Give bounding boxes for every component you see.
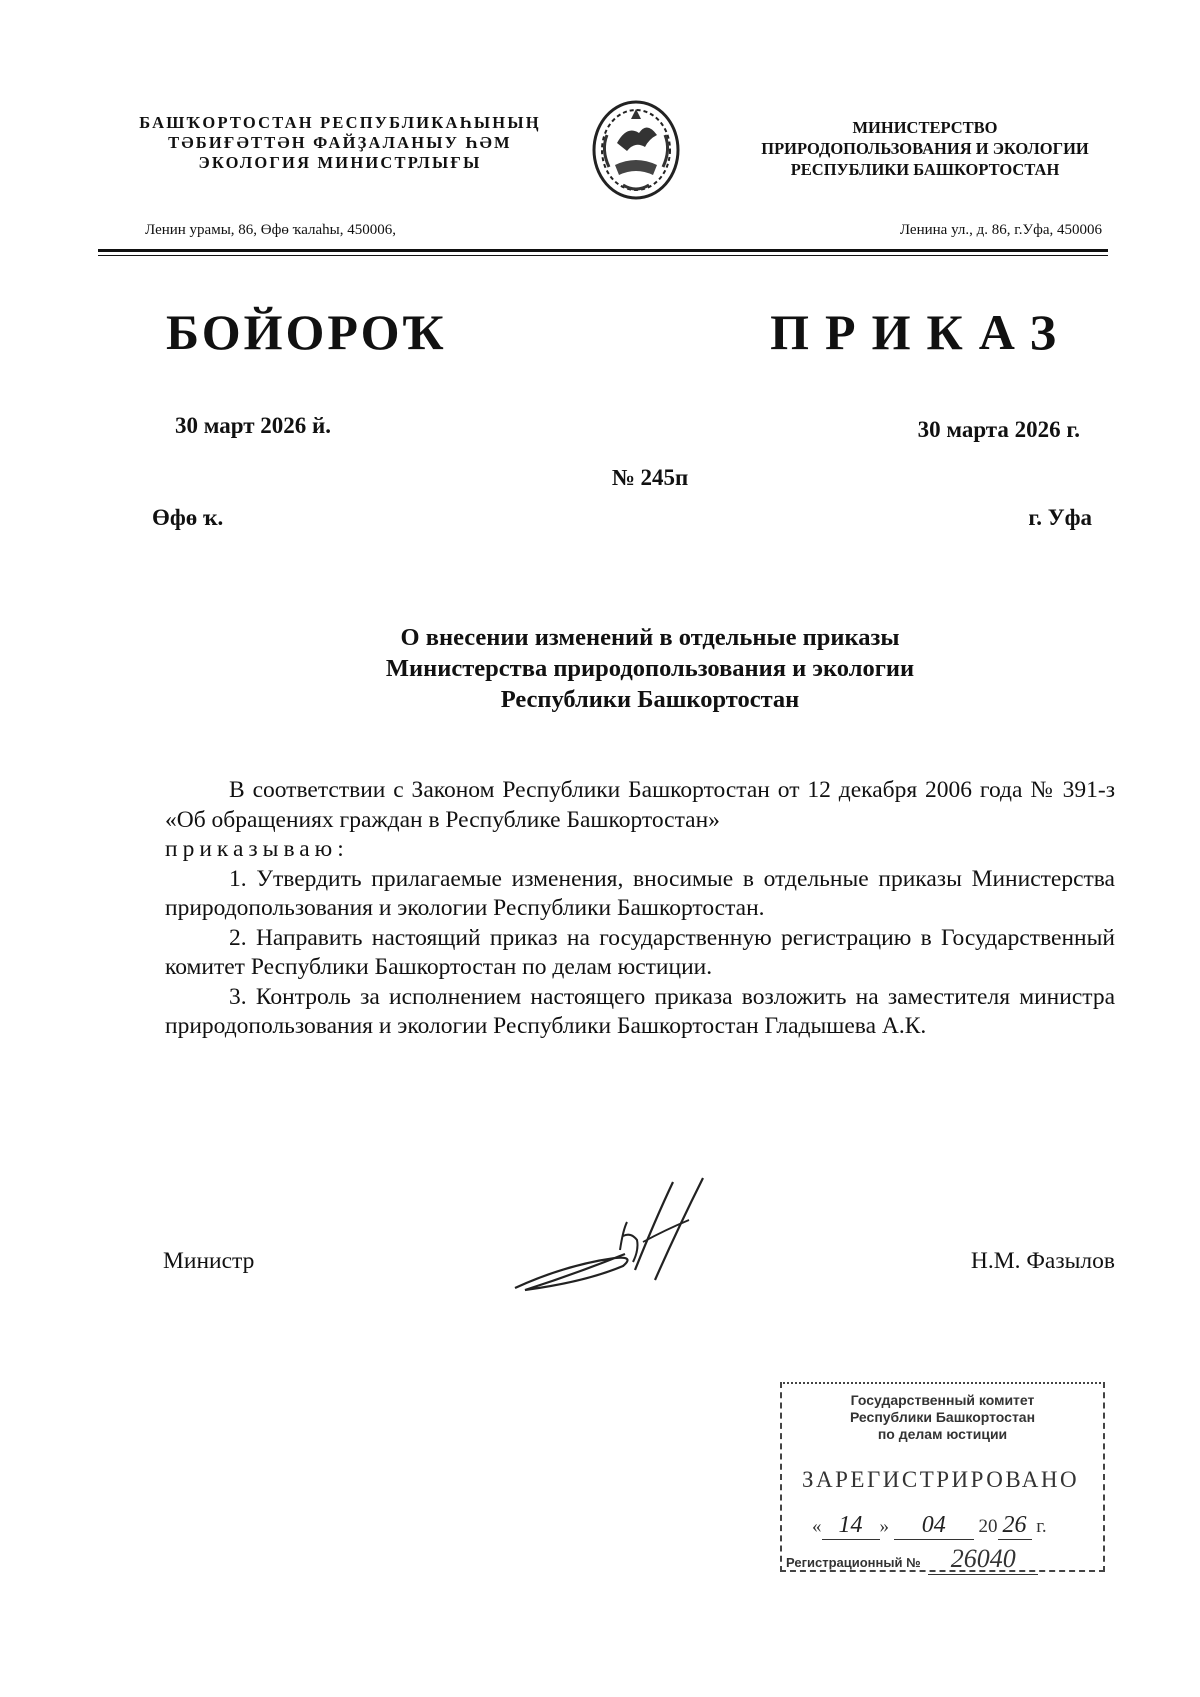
subject-line: Республики Башкортостан — [500, 686, 800, 713]
order-word: приказываю: — [165, 836, 349, 862]
signatory-name: Н.М. Фазылов — [970, 1248, 1115, 1274]
letterhead-bashkir — [95, 113, 585, 173]
stamp-registered-label: ЗАРЕГИСТРИРОВАНО — [802, 1467, 1080, 1492]
stamp-org-line: Государственный комитет — [850, 1392, 1035, 1408]
stamp-date-year-unit: г. — [1036, 1516, 1047, 1537]
document-type-russian: ПРИКАЗ — [770, 304, 1072, 360]
stamp-date-year-suffix: 26 — [998, 1512, 1032, 1540]
letterhead-bashkir-line: ЭКОЛОГИЯ МИНИСТРЛЫҒЫ — [198, 153, 482, 172]
preamble-paragraph — [165, 776, 1115, 865]
registration-stamp — [780, 1382, 1105, 1572]
order-number: № 245п — [611, 465, 689, 490]
city-bashkir: Өфө ҡ. — [152, 505, 224, 530]
order-item: 2. Направить настоящий приказ на государственную регистрацию в Государственный комитет Республики Башкортостан по делам юстиции. — [165, 924, 1115, 980]
order-item: 3. Контроль за исполнением настоящего приказа возложить на заместителя министра природопользования и экологии Республики Башкортостан Гладышева А.К. — [165, 983, 1115, 1039]
letterhead-russian-line: РЕСПУБЛИКИ БАШКОРТОСТАН — [790, 160, 1060, 179]
stamp-number-row — [786, 1544, 1038, 1575]
stamp-number-value: 26040 — [928, 1544, 1038, 1575]
stamp-date-year-prefix: 20 — [978, 1516, 998, 1537]
address-russian: Ленина ул., д. 86, г.Уфа, 450006 — [899, 222, 1102, 238]
stamp-number-label: Регистрационный № — [786, 1555, 921, 1570]
letterhead-bashkir-line: ТӘБИҒӘТТӘН ФАЙҘАЛАНЫУ ҺӘМ — [168, 133, 512, 152]
date-russian: 30 марта 2026 г. — [917, 417, 1080, 442]
coat-of-arms-emblem — [587, 95, 685, 205]
document-type-bashkir: БОЙОРОҠ — [166, 304, 447, 360]
stamp-date-day: 14 — [822, 1512, 880, 1540]
address-bashkir: Ленин урамы, 86, Өфө ҡалаһы, 450006, — [145, 222, 396, 238]
date-bashkir: 30 март 2026 й. — [175, 413, 332, 438]
subject-line: О внесении изменений в отдельные приказы — [400, 624, 900, 651]
order-subject — [165, 622, 1135, 715]
order-body — [165, 776, 1115, 1042]
letterhead-russian-line: ПРИРОДОПОЛЬЗОВАНИЯ И ЭКОЛОГИИ — [761, 139, 1089, 158]
stamp-org-line: по делам юстиции — [877, 1426, 1008, 1442]
header-divider — [98, 249, 1108, 252]
handwritten-signature — [505, 1170, 735, 1300]
city-russian: г. Уфа — [1028, 505, 1092, 530]
subject-line: Министерства природопользования и экологии — [385, 655, 915, 682]
signatory-title: Министр — [163, 1248, 255, 1274]
preamble-text: В соответствии с Законом Республики Башкортостан от 12 декабря 2006 года № 391-з «Об обращениях граждан в Республике Башкортостан» — [165, 777, 1115, 833]
stamp-org-line: Республики Башкортостан — [849, 1409, 1036, 1425]
stamp-date: « 14 » 04 20 26 г. — [812, 1512, 1047, 1538]
letterhead-russian-line: МИНИСТЕРСТВО — [852, 118, 998, 137]
letterhead-russian — [725, 117, 1125, 180]
header-divider-thin — [98, 255, 1108, 256]
order-item: 1. Утвердить прилагаемые изменения, вносимые в отдельные приказы Министерства природопользования и экологии Республики Башкортостан. — [165, 865, 1115, 921]
letterhead-bashkir-line: БАШҠОРТОСТАН РЕСПУБЛИКАҺЫНЫҢ — [139, 113, 541, 132]
stamp-date-month: 04 — [894, 1512, 974, 1540]
stamp-organization — [782, 1392, 1103, 1443]
